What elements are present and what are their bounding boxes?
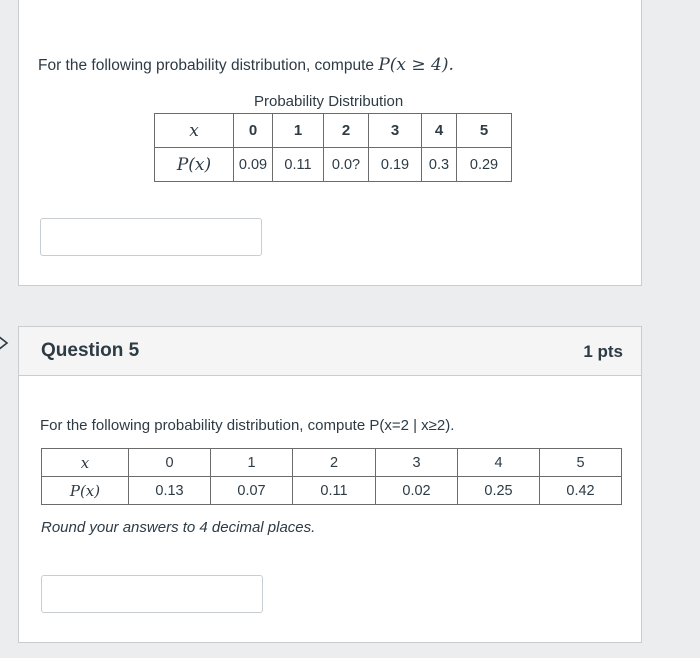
p-value: 0.02 xyxy=(376,477,458,505)
x-value: 3 xyxy=(376,449,458,477)
table-row xyxy=(42,477,622,505)
p-value: 0.09 xyxy=(234,148,273,182)
x-value: 1 xyxy=(211,449,293,477)
p-header: P(x) xyxy=(42,477,129,505)
table-row xyxy=(155,148,512,182)
chevron-right-icon xyxy=(0,334,12,352)
distribution-table xyxy=(41,448,622,505)
p-value: 0.25 xyxy=(458,477,540,505)
question-title: Question 5 xyxy=(41,340,140,361)
x-value: 0 xyxy=(129,449,211,477)
x-value: 4 xyxy=(458,449,540,477)
previous-question-card xyxy=(18,0,642,286)
p-header: P(x) xyxy=(155,148,234,182)
prompt-text: For the following probability distribution, compute xyxy=(38,57,375,74)
x-value: 5 xyxy=(457,114,512,148)
x-value: 4 xyxy=(422,114,457,148)
p-value: 0.07 xyxy=(211,477,293,505)
distribution-table xyxy=(154,113,512,182)
x-value: 0 xyxy=(234,114,273,148)
rounding-note: Round your answers to 4 decimal places. xyxy=(41,519,316,536)
p-value: 0.29 xyxy=(457,148,512,182)
p-value: 0.13 xyxy=(129,477,211,505)
question-header xyxy=(19,327,641,376)
x-value: 2 xyxy=(324,114,369,148)
p-value: 0.0? xyxy=(324,148,369,182)
x-value: 3 xyxy=(369,114,422,148)
p-value: 0.42 xyxy=(540,477,622,505)
x-value: 5 xyxy=(540,449,622,477)
question-5-card xyxy=(18,326,642,643)
question-prompt: For the following probability distribution, compute P(x=2 | x≥2). xyxy=(40,417,455,434)
table-row xyxy=(155,114,512,148)
x-value: 2 xyxy=(293,449,376,477)
answer-input[interactable] xyxy=(41,575,263,613)
p-value: 0.3 xyxy=(422,148,457,182)
table-row xyxy=(42,449,622,477)
x-value: 1 xyxy=(273,114,324,148)
question-prompt xyxy=(38,55,454,75)
p-value: 0.11 xyxy=(293,477,376,505)
x-header: x xyxy=(155,114,234,148)
question-points: 1 pts xyxy=(583,342,623,361)
answer-input[interactable] xyxy=(40,218,262,256)
table-caption: Probability Distribution xyxy=(254,93,404,110)
p-value: 0.11 xyxy=(273,148,324,182)
prompt-math: P(x ≥ 4). xyxy=(378,55,454,75)
p-value: 0.19 xyxy=(369,148,422,182)
x-header: x xyxy=(42,449,129,477)
